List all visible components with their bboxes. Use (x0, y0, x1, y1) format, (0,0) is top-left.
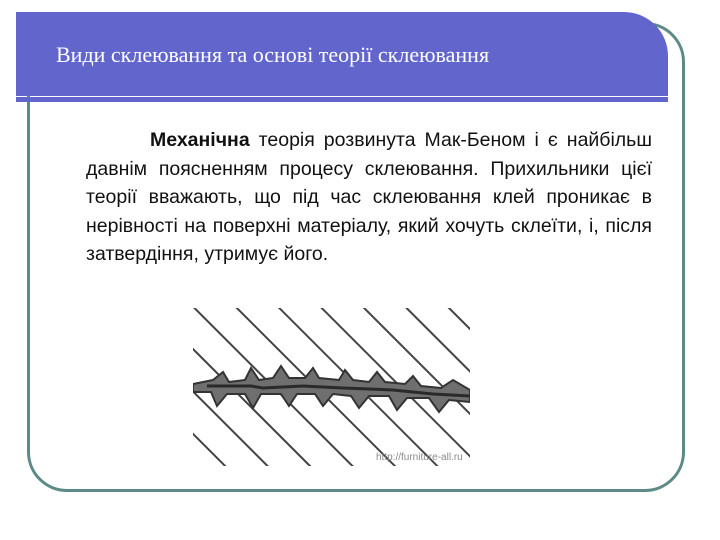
paragraph-text: теорія розвинута Мак-Беном і є найбільш давнім поясненням процесу склеювання. Прихильники цієї теорії вважають, що під час склеювання клей проникає в нерівності на поверхні матеріалу, який хочуть склеїти, і, після затвердіння, утримує його. (86, 129, 652, 266)
body-paragraph (86, 126, 652, 269)
image-watermark: http://furniture-all.ru (376, 452, 463, 463)
bold-lead-term: Механічна (150, 129, 250, 151)
adhesion-illustration (193, 308, 470, 466)
slide-title: Види склеювання та основі теорії склеювання (56, 42, 490, 67)
title-bar (16, 12, 668, 96)
